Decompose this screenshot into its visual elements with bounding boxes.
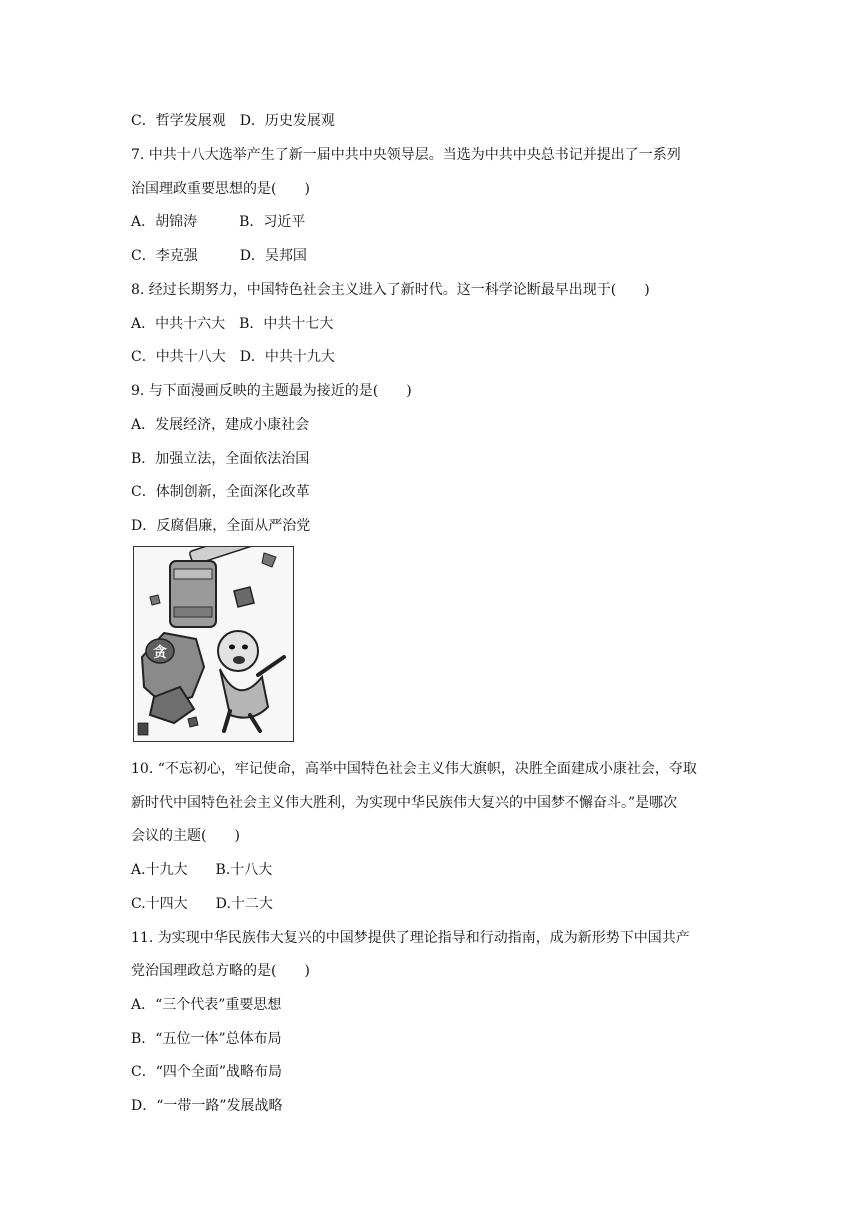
q7-stem-line1: 7. 中共十八大选举产生了新一届中共中央领导层。当选为中共中央总书记并提出了一系列 <box>131 147 681 163</box>
q8-option-cd: C．中共十八大 D．中共十九大 <box>131 349 335 365</box>
q11-option-b: B．“五位一体”总体布局 <box>131 1031 282 1047</box>
q9-option-c: C．体制创新，全面深化改革 <box>131 484 310 500</box>
q9-option-b: B．加强立法，全面依法治国 <box>131 451 310 467</box>
q8-stem: 8. 经过长期努力，中国特色社会主义进入了新时代。这一科学论断最早出现于( ) <box>131 282 650 298</box>
q9-option-d: D．反腐倡廉，全面从严治党 <box>131 518 311 534</box>
stone-char: 贪 <box>153 645 167 661</box>
q10-option-ab: A.十九大 B.十八大 <box>131 862 273 878</box>
q6-option-cd: C．哲学发展观 D．历史发展观 <box>131 113 335 129</box>
q7-option-ab: A．胡锦涛 B．习近平 <box>131 214 306 230</box>
q7-option-cd: C．李克强 D．吴邦国 <box>131 248 307 264</box>
q10-stem-line1: 10. “不忘初心，牢记使命，高举中国特色社会主义伟大旗帜，决胜全面建成小康社会，夺取 <box>131 761 697 777</box>
q9-stem: 9. 与下面漫画反映的主题最为接近的是( ) <box>131 383 412 399</box>
q7-stem-line2: 治国理政重要思想的是( ) <box>131 181 310 197</box>
cartoon-drawing <box>134 547 293 741</box>
q11-option-d: D．“一带一路”发展战略 <box>131 1098 283 1114</box>
q9-option-a: A．发展经济，建成小康社会 <box>131 417 310 433</box>
official-figure <box>218 631 258 671</box>
q10-stem-line3: 会议的主题( ) <box>131 828 240 844</box>
q8-option-ab: A．中共十六大 B．中共十七大 <box>131 316 334 332</box>
q11-stem-line2: 党治国理政总方略的是( ) <box>131 963 310 979</box>
q11-stem-line1: 11. 为实现中华民族伟大复兴的中国梦提供了理论指导和行动指南，成为新形势下中国共产 <box>131 930 690 946</box>
q10-stem-line2: 新时代中国特色社会主义伟大胜利，为实现中华民族伟大复兴的中国梦不懈奋斗。”是哪次 <box>131 795 678 811</box>
q11-option-c: C．“四个全面”战略布局 <box>131 1064 283 1080</box>
q10-option-cd: C.十四大 D.十二大 <box>131 896 273 912</box>
anti-corruption-cartoon <box>133 546 294 742</box>
q11-option-a: A．“三个代表”重要思想 <box>131 997 282 1013</box>
